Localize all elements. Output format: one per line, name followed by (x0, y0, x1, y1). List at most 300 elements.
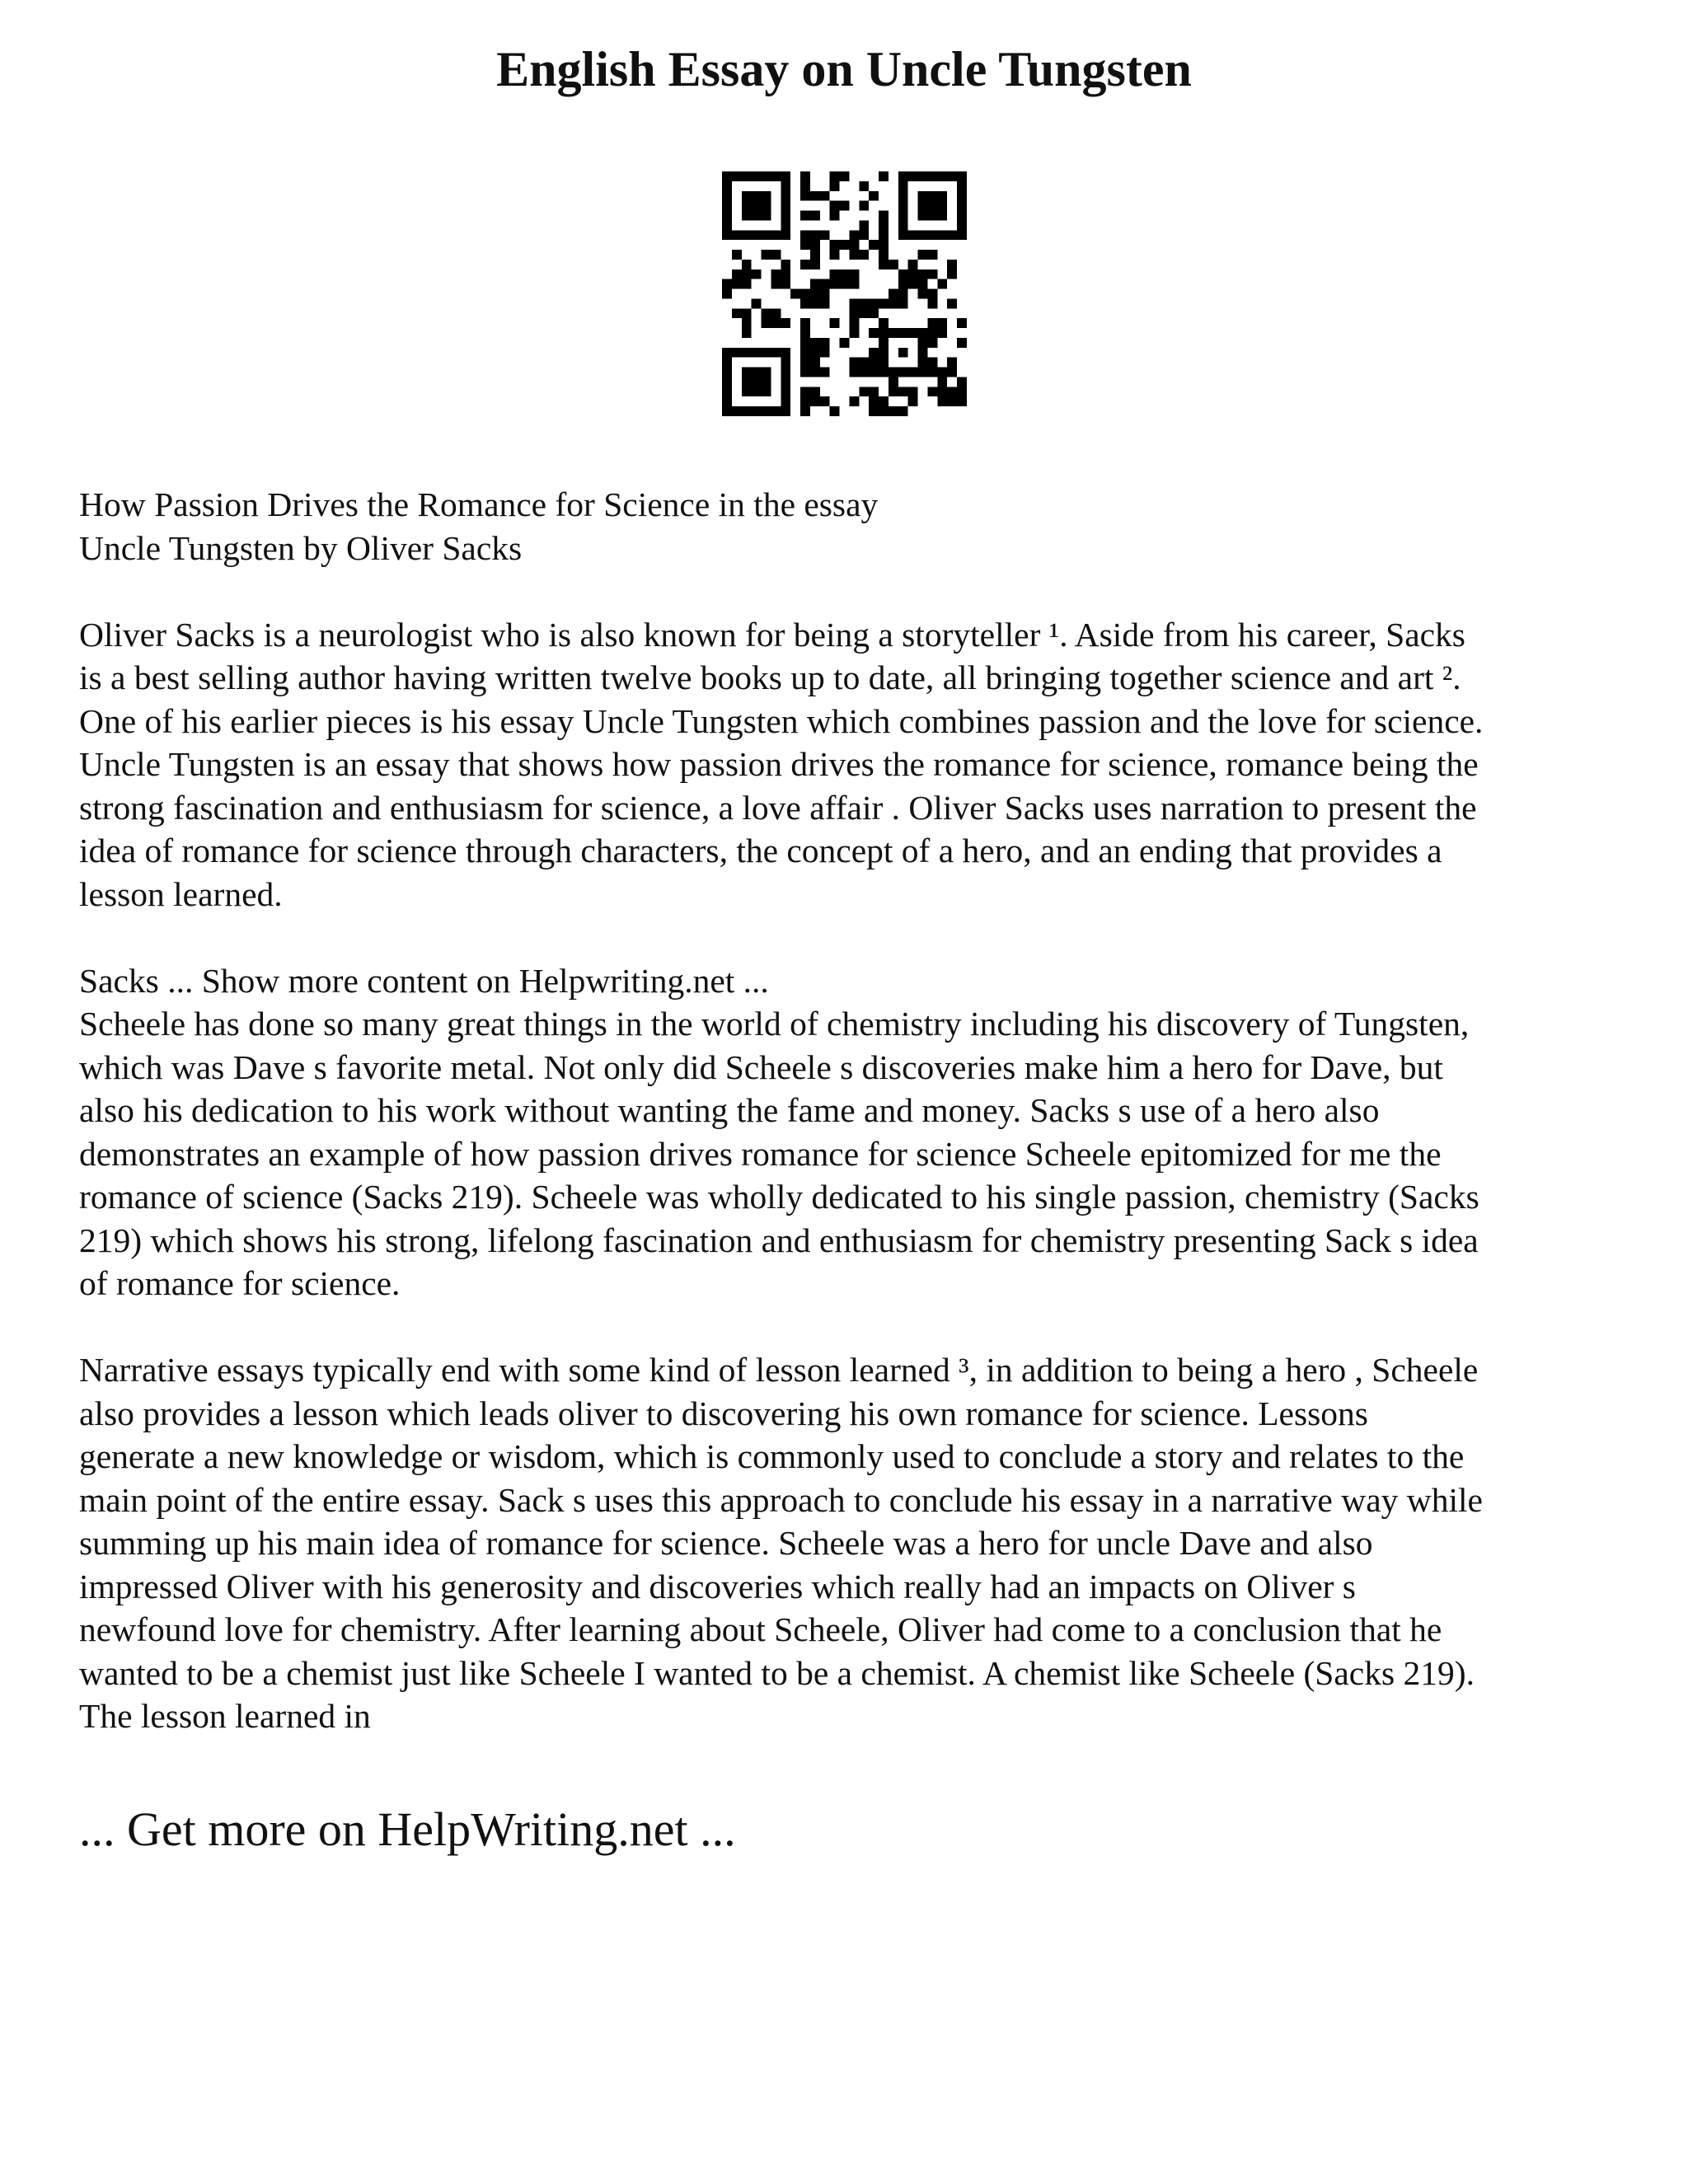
qr-module (800, 406, 810, 416)
qr-module (800, 396, 810, 406)
qr-module (752, 406, 762, 416)
qr-module (889, 298, 898, 308)
qr-module (918, 250, 928, 260)
qr-module (869, 348, 879, 358)
qr-module (840, 171, 850, 181)
qr-module (840, 240, 850, 250)
qr-module (742, 191, 752, 201)
qr-module (927, 368, 937, 377)
qr-module (849, 358, 859, 368)
qr-module (908, 328, 918, 338)
qr-module (869, 368, 879, 377)
qr-module (810, 338, 820, 348)
qr-module (918, 358, 928, 368)
qr-module (927, 201, 937, 211)
qr-module (859, 181, 869, 191)
qr-module (781, 191, 790, 201)
qr-module (927, 211, 937, 221)
qr-module (859, 358, 869, 368)
qr-module (771, 406, 781, 416)
qr-module (957, 181, 967, 191)
qr-module (918, 279, 928, 289)
qr-module (781, 220, 790, 230)
qr-module (937, 201, 947, 211)
qr-module (771, 250, 781, 260)
qr-module (927, 191, 937, 201)
qr-module (762, 348, 771, 358)
qr-module (732, 171, 742, 181)
qr-module (722, 220, 732, 230)
qr-module (957, 318, 967, 328)
qr-module (830, 171, 840, 181)
qr-module (742, 308, 752, 318)
qr-module (879, 396, 889, 406)
qr-module (742, 377, 752, 387)
page-title: English Essay on Uncle Tungsten (496, 42, 1192, 96)
qr-module (771, 269, 781, 279)
qr-module (937, 211, 947, 221)
qr-module (752, 298, 762, 308)
qr-module (732, 230, 742, 240)
qr-module (947, 368, 957, 377)
qr-module (927, 230, 937, 240)
paragraph-2: Sacks ... Show more content on Helpwriting.net ... Scheele has done so many great things in the world of chemistry including his discovery of Tungsten, which was Dave s favorite metal. Not only did Scheele s discoveries make him a hero for Dave, but also his dedication to his work without wanting the fame and money. Sacks s use of a hero also demonstrates an example of how passion drives romance for science Scheele epitomized for me the romance of science (Sacks 219). Scheele was wholly dedicated to his single passion, chemistry (Sacks 219) which shows his strong, lifelong fascination and enthusiasm for chemistry presenting Sack s idea of romance for science. (79, 961, 1479, 1302)
qr-module (810, 298, 820, 308)
qr-module (781, 201, 790, 211)
qr-module (840, 201, 850, 211)
qr-module (898, 406, 908, 416)
qr-module (908, 230, 918, 240)
qr-module (898, 230, 908, 240)
qr-module (889, 387, 898, 396)
qr-module (771, 279, 781, 289)
qr-module (771, 308, 781, 318)
qr-module (927, 318, 937, 328)
qr-module (879, 328, 889, 338)
qr-module (957, 387, 967, 396)
qr-module (820, 191, 830, 201)
qr-module (869, 191, 879, 201)
qr-module (869, 406, 879, 416)
qr-module (800, 298, 810, 308)
qr-module (800, 338, 810, 348)
qr-module (859, 308, 869, 318)
qr-module (781, 396, 790, 406)
qr-module (722, 406, 732, 416)
qr-module (898, 368, 908, 377)
qr-module (918, 289, 928, 299)
qr-module (781, 279, 790, 289)
qr-module (908, 269, 918, 279)
qr-module (800, 387, 810, 396)
qr-module (849, 250, 859, 260)
qr-module (918, 338, 928, 348)
qr-module (820, 298, 830, 308)
qr-module (820, 279, 830, 289)
qr-module (752, 230, 762, 240)
qr-module (898, 348, 908, 358)
qr-module (732, 308, 742, 318)
qr-module (762, 191, 771, 201)
qr-module (800, 240, 810, 250)
qr-module (742, 171, 752, 181)
qr-module (781, 358, 790, 368)
qr-module (879, 338, 889, 348)
qr-module (898, 191, 908, 201)
qr-module (947, 230, 957, 240)
qr-module (732, 250, 742, 260)
qr-module (947, 298, 957, 308)
qr-module (937, 171, 947, 181)
qr-module (800, 181, 810, 191)
qr-module (859, 250, 869, 260)
qr-module (849, 328, 859, 338)
qr-module (957, 338, 967, 348)
qr-module (957, 220, 967, 230)
qr-module (869, 298, 879, 308)
qr-module (800, 191, 810, 201)
qr-module (859, 387, 869, 396)
qr-module (849, 318, 859, 328)
qr-module (869, 358, 879, 368)
qr-module (859, 230, 869, 240)
qr-module (937, 191, 947, 201)
qr-module (849, 240, 859, 250)
paragraph-1: Oliver Sacks is a neurologist who is also known for being a storyteller ¹. Aside from his career, Sacks is a best selling author having written twelve books up to date, all bringing together science and art ². One of his earlier pieces is his essay Uncle Tungsten which combines passion and the love for science. Uncle Tungsten is an essay that shows how passion drives the romance for science, romance being the strong fascination and enthusiasm for science, a love affair . Oliver Sacks uses narration to present the idea of romance for science through characters, the concept of a hero, and an ending that provides a lesson learned. (79, 615, 1484, 913)
qr-module (722, 396, 732, 406)
qr-module (722, 358, 732, 368)
qr-module (810, 211, 820, 221)
qr-module (927, 387, 937, 396)
qr-module (908, 368, 918, 377)
qr-module (889, 368, 898, 377)
qr-module (752, 211, 762, 221)
qr-module (820, 230, 830, 240)
qr-module (810, 358, 820, 368)
get-more-link[interactable]: ... Get more on HelpWriting.net ... (79, 1802, 736, 1856)
qr-module (790, 289, 800, 299)
qr-module (781, 368, 790, 377)
qr-module (762, 171, 771, 181)
qr-module (810, 279, 820, 289)
qr-module (752, 269, 762, 279)
qr-module (830, 406, 840, 416)
paragraph-3: Narrative essays typically end with some kind of lesson learned ³, in addition to being a hero , Scheele also provides a lesson which leads oliver to discovering his own romance for science. Lessons generate a new knowledge or wisdom, which is commonly used to conclude a story and relates to the main point of the entire essay. Sack s uses this approach to conclude his essay in a narrative way while summing up his main idea of romance for science. Scheele was a hero for uncle Dave and also impressed Oliver with his generosity and discoveries which really had an impacts on Oliver s newfound love for chemistry. After learning about Scheele, Oliver had come to a conclusion that he wanted to be a chemist just like Scheele I wanted to be a chemist. A chemist like Scheele (Sacks 219). The lesson learned in (79, 1351, 1483, 1735)
qr-module (800, 368, 810, 377)
qr-module (879, 171, 889, 181)
qr-module (937, 318, 947, 328)
qr-module (927, 298, 937, 308)
qr-module (840, 279, 850, 289)
qr-module (879, 368, 889, 377)
qr-module (918, 211, 928, 221)
qr-module (898, 171, 908, 181)
qr-module (742, 368, 752, 377)
qr-module (849, 279, 859, 289)
qr-module (722, 348, 732, 358)
qr-module (937, 230, 947, 240)
qr-module (810, 396, 820, 406)
qr-module (898, 269, 908, 279)
qr-module (937, 377, 947, 387)
qr-module (947, 269, 957, 279)
qr-module (957, 230, 967, 240)
qr-module (947, 396, 957, 406)
qr-module (742, 201, 752, 211)
qr-module (752, 377, 762, 387)
qr-module (781, 260, 790, 269)
qr-module (879, 358, 889, 368)
qr-module (937, 368, 947, 377)
qr-module (830, 269, 840, 279)
qr-module (810, 289, 820, 299)
qr-module (722, 181, 732, 191)
qr-module (732, 269, 742, 279)
qr-module (781, 406, 790, 416)
qr-module (879, 406, 889, 416)
qr-module (830, 250, 840, 260)
qr-module (781, 348, 790, 358)
qr-module (859, 368, 869, 377)
qr-module (840, 338, 850, 348)
qr-module (937, 279, 947, 289)
qr-module (810, 230, 820, 240)
qr-module (830, 240, 840, 250)
qr-module (810, 348, 820, 358)
qr-module (957, 396, 967, 406)
qr-module (830, 211, 840, 221)
qr-module (849, 368, 859, 377)
qr-module (947, 387, 957, 396)
qr-module (898, 387, 908, 396)
qr-module (927, 328, 937, 338)
qr-module (781, 387, 790, 396)
qr-module (918, 201, 928, 211)
qr-module (898, 201, 908, 211)
qr-module (908, 396, 918, 406)
qr-module (722, 279, 732, 289)
qr-module (879, 348, 889, 358)
qr-module (957, 201, 967, 211)
qr-module (859, 201, 869, 211)
qr-module (927, 358, 937, 368)
qr-module (771, 318, 781, 328)
qr-module (937, 328, 947, 338)
qr-module (752, 348, 762, 358)
qr-module (762, 318, 771, 328)
qr-module (742, 269, 752, 279)
qr-module (898, 181, 908, 191)
qr-module (800, 260, 810, 269)
qr-module (722, 201, 732, 211)
qr-module (879, 250, 889, 260)
qr-module (830, 318, 840, 328)
qr-module (732, 406, 742, 416)
qr-module (898, 220, 908, 230)
qr-module (781, 318, 790, 328)
qr-module (762, 377, 771, 387)
qr-module (752, 191, 762, 201)
qr-module (810, 260, 820, 269)
qr-module (800, 289, 810, 299)
qr-module (762, 250, 771, 260)
qr-module (800, 230, 810, 240)
qr-module (947, 171, 957, 181)
qr-module (849, 308, 859, 318)
qr-module (918, 191, 928, 201)
qr-module (957, 211, 967, 221)
qr-module (800, 348, 810, 358)
qr-module (898, 328, 908, 338)
qr-module (800, 211, 810, 221)
qr-module (810, 191, 820, 201)
qr-module (722, 368, 732, 377)
qr-module (879, 240, 889, 250)
qr-module (947, 260, 957, 269)
qr-module (742, 387, 752, 396)
qr-module (927, 289, 937, 299)
qr-module (810, 240, 820, 250)
qr-module (849, 396, 859, 406)
qr-module (742, 328, 752, 338)
qr-module (908, 260, 918, 269)
qr-module (762, 230, 771, 240)
qr-module (957, 377, 967, 387)
qr-module (722, 387, 732, 396)
qr-module (781, 269, 790, 279)
qr-module (859, 220, 869, 230)
qr-module (918, 348, 928, 358)
qr-module (889, 328, 898, 338)
qr-code (722, 171, 967, 416)
qr-module (889, 289, 898, 299)
qr-module (869, 396, 879, 406)
qr-module (742, 260, 752, 269)
qr-module (918, 328, 928, 338)
qr-module (722, 171, 732, 181)
qr-module (927, 269, 937, 279)
qr-module (771, 230, 781, 240)
qr-module (762, 406, 771, 416)
qr-module (722, 191, 732, 201)
qr-module (781, 181, 790, 191)
qr-module (781, 377, 790, 387)
qr-module (752, 368, 762, 377)
qr-module (918, 368, 928, 377)
qr-module (937, 396, 947, 406)
qr-module (722, 211, 732, 221)
qr-module (830, 181, 840, 191)
qr-module (927, 171, 937, 181)
qr-module (927, 250, 937, 260)
qr-module (908, 279, 918, 289)
qr-module (781, 171, 790, 181)
qr-module (879, 260, 889, 269)
qr-module (800, 171, 810, 181)
qr-module (957, 191, 967, 201)
qr-module (800, 318, 810, 328)
qr-module (742, 348, 752, 358)
qr-module (771, 348, 781, 358)
qr-module (742, 230, 752, 240)
qr-module (762, 368, 771, 377)
qr-module (820, 368, 830, 377)
qr-module (820, 396, 830, 406)
qr-module (927, 338, 937, 348)
qr-module (722, 377, 732, 387)
qr-module (742, 406, 752, 416)
qr-module (752, 387, 762, 396)
qr-module (859, 298, 869, 308)
qr-module (810, 250, 820, 260)
qr-module (781, 230, 790, 240)
qr-module (810, 368, 820, 377)
qr-module (898, 289, 908, 299)
qr-module (918, 269, 928, 279)
qr-module (889, 406, 898, 416)
qr-module (918, 230, 928, 240)
qr-module (869, 387, 879, 396)
qr-module (722, 230, 732, 240)
qr-module (762, 211, 771, 221)
qr-module (918, 171, 928, 181)
qr-module (908, 387, 918, 396)
qr-code-icon (722, 171, 967, 416)
qr-module (869, 240, 879, 250)
qr-module (742, 211, 752, 221)
qr-module (840, 269, 850, 279)
qr-module (849, 298, 859, 308)
qr-module (820, 338, 830, 348)
qr-module (947, 358, 957, 368)
qr-module (820, 348, 830, 358)
qr-module (800, 328, 810, 338)
qr-module (830, 201, 840, 211)
qr-module (957, 171, 967, 181)
qr-module (830, 279, 840, 289)
essay-subtitle: How Passion Drives the Romance for Science in the essay Uncle Tungsten by Oliver Sacks (79, 485, 879, 567)
qr-module (762, 201, 771, 211)
qr-module (732, 279, 742, 289)
qr-module (849, 269, 859, 279)
qr-module (879, 318, 889, 328)
qr-module (898, 211, 908, 221)
qr-module (820, 289, 830, 299)
qr-module (879, 211, 889, 221)
qr-module (869, 328, 879, 338)
qr-module (781, 211, 790, 221)
qr-module (889, 377, 898, 387)
qr-module (771, 171, 781, 181)
qr-module (722, 289, 732, 299)
qr-module (879, 298, 889, 308)
qr-module (889, 260, 898, 269)
qr-module (742, 318, 752, 328)
qr-module (810, 387, 820, 396)
qr-module (762, 387, 771, 396)
qr-module (752, 171, 762, 181)
qr-module (742, 279, 752, 289)
qr-module (752, 201, 762, 211)
qr-module (849, 230, 859, 240)
qr-module (732, 348, 742, 358)
qr-module (898, 279, 908, 289)
qr-module (879, 220, 889, 230)
qr-module (908, 171, 918, 181)
qr-module (762, 308, 771, 318)
qr-module (898, 298, 908, 308)
qr-module (869, 308, 879, 318)
